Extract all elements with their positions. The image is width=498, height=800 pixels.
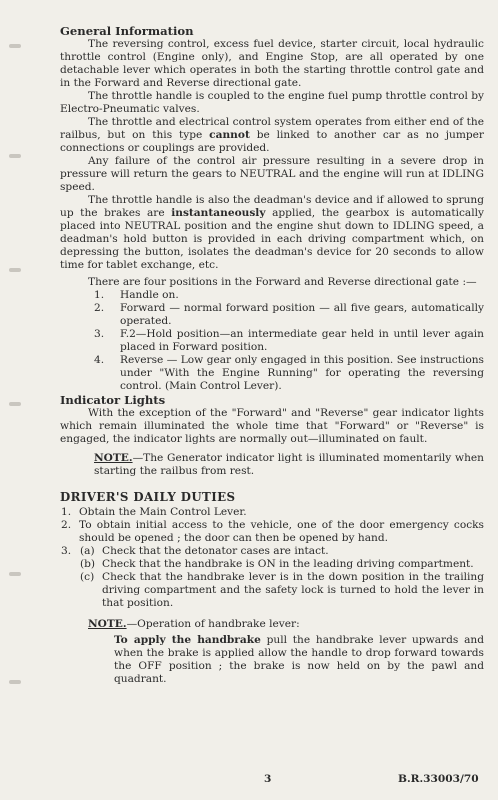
- list-item: [60, 519, 484, 545]
- item-text: Reverse — Low gear only engaged in this position. See instructions under "With the Engine Running" for operating the reversing control. (Main Control Lever).: [120, 354, 484, 392]
- item-text: F.2—Hold position—an intermediate gear held in until lever again placed in Forward position.: [120, 328, 484, 353]
- page-number: 3: [264, 773, 272, 785]
- item-text: To obtain initial access to the vehicle, one of the door emergency cocks should be opened ; the door can then be opened by hand.: [79, 519, 484, 544]
- list-item: [60, 545, 484, 610]
- item-text: Check that the handbrake lever is in the down position in the trailing driving compartment and the safety lock is turned to hold the lever in that position.: [102, 571, 484, 609]
- sub-item: [79, 571, 484, 610]
- item-number: 2.: [94, 302, 105, 314]
- item-text: Handle on.: [120, 289, 179, 301]
- list-item: [60, 289, 484, 302]
- item-number: 3.: [61, 545, 72, 557]
- emphasis: cannot: [209, 129, 250, 141]
- item-number: 2.: [61, 519, 72, 531]
- emphasis: To apply the handbrake: [114, 634, 261, 646]
- text-run: The throttle handle is also the deadman's device and if allowed to sprung up the brakes are: [60, 194, 484, 219]
- paragraph: The throttle handle is coupled to the engine fuel pump throttle control by Electro-Pneumatic valves.: [60, 90, 484, 115]
- binder-hole-mark: [9, 268, 21, 272]
- item-text: Check that the handbrake is ON in the leading driving compartment.: [102, 558, 474, 570]
- note-text: —Operation of handbrake lever:: [126, 618, 300, 630]
- note-label: NOTE.: [94, 452, 133, 464]
- paragraph: [114, 634, 484, 686]
- emphasis: instantaneously: [171, 207, 266, 219]
- note-text: —The Generator indicator light is illuminated momentarily when starting the railbus from rest.: [94, 452, 484, 477]
- sub-item: [79, 545, 484, 558]
- item-number: 1.: [61, 506, 72, 518]
- list-item: [60, 328, 484, 354]
- indicator-lights-section: [60, 393, 484, 478]
- paragraph: There are four positions in the Forward and Reverse directional gate :—: [88, 276, 477, 288]
- list-item: [60, 506, 484, 519]
- item-text: Obtain the Main Control Lever.: [79, 506, 247, 518]
- note: [88, 618, 484, 631]
- text-run: The throttle and electrical control system operates from either end of the railbus, but on this type: [60, 116, 484, 141]
- sub-item-letter: (b): [80, 558, 96, 570]
- binder-hole-mark: [9, 44, 21, 48]
- item-number: 1.: [94, 289, 105, 301]
- sub-item-letter: (a): [80, 545, 95, 557]
- section-heading: Indicator Lights: [60, 393, 166, 407]
- paragraph: With the exception of the "Forward" and "Reverse" gear indicator lights which remain illuminated the whole time that "Forward" or "Reverse" is engaged, the indicator lights are normally out—illuminated on fault.: [60, 407, 484, 445]
- paragraph: The reversing control, excess fuel device, starter circuit, local hydraulic throttle control (Engine only), and Engine Stop, are all operated by one detachable lever which operates in both the starting throttle control gate and in the Forward and Reverse directional gate.: [60, 38, 484, 89]
- note: [60, 452, 484, 478]
- text-run: pull the handbrake lever upwards and when the brake is applied allow the handle to drop forward towards the OFF position ; the brake is now held on by the pawl and quadrant.: [114, 634, 484, 685]
- item-text: Check that the detonator cases are intact.: [102, 545, 329, 557]
- item-text: Forward — normal forward position — all five gears, automatically operated.: [120, 302, 484, 327]
- paragraph: Any failure of the control air pressure resulting in a severe drop in pressure will return the gears to NEUTRAL and the engine will run at IDLING speed.: [60, 155, 484, 193]
- sub-item: [79, 558, 484, 571]
- paragraph: [60, 116, 484, 155]
- binder-hole-mark: [9, 402, 21, 406]
- item-number: 4.: [94, 354, 105, 366]
- gate-positions-list: [60, 289, 484, 393]
- item-number: 3.: [94, 328, 105, 340]
- text-run: be linked to another car as no jumper connections or couplings are provided.: [60, 129, 484, 154]
- text-run: applied, the gearbox is automatically placed into NEUTRAL position and the engine shut down to IDLING speed, a deadman's hold button is provided in each driving compartment which, on depressing the button, isolates the deadman's device for 20 seconds to allow time for tablet exchange, etc.: [60, 207, 484, 271]
- section-heading: General Information: [60, 24, 194, 38]
- binder-hole-mark: [9, 154, 21, 158]
- list-item: [60, 354, 484, 393]
- note-label: NOTE.: [88, 618, 127, 630]
- page-content: [60, 24, 484, 686]
- drivers-daily-duties-section: [60, 490, 484, 686]
- paragraph: [60, 194, 484, 272]
- binder-hole-mark: [9, 680, 21, 684]
- list-item: [60, 302, 484, 328]
- general-information-section: [60, 24, 484, 393]
- binder-hole-mark: [9, 572, 21, 576]
- document-reference: B.R.33003/70: [398, 773, 479, 785]
- section-heading: DRIVER'S DAILY DUTIES: [60, 490, 236, 504]
- sub-item-letter: (c): [80, 571, 95, 583]
- duties-list: [60, 506, 484, 610]
